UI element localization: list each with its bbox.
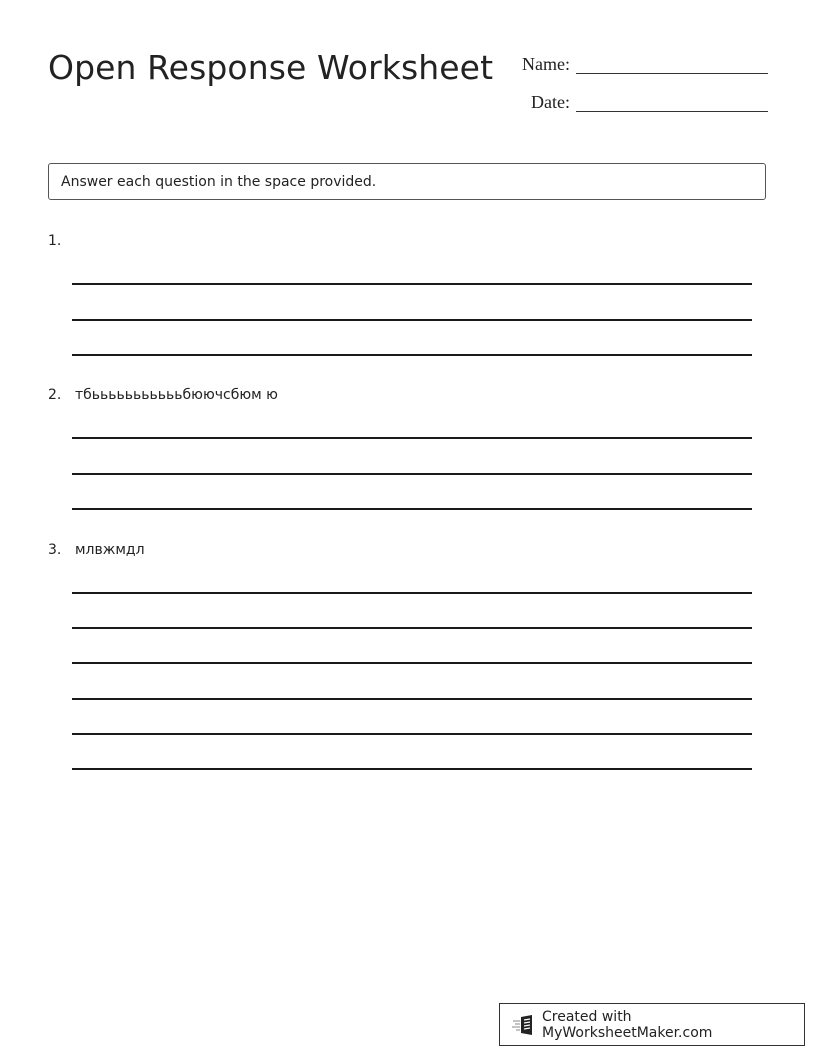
page-title: Open Response Worksheet bbox=[48, 48, 494, 87]
question-number: 3. bbox=[48, 542, 62, 558]
question-2 bbox=[48, 386, 278, 404]
question-text: млвжмдл bbox=[75, 542, 145, 558]
date-field bbox=[500, 92, 768, 112]
answer-line bbox=[72, 473, 752, 475]
date-label: Date: bbox=[531, 92, 570, 112]
worksheet-maker-logo-icon bbox=[512, 1014, 536, 1036]
answer-line bbox=[72, 592, 752, 594]
answer-line bbox=[72, 319, 752, 321]
question-text: тбьььььььььььбюючсбюм ю bbox=[75, 387, 278, 403]
name-blank-line bbox=[576, 55, 768, 74]
answer-line bbox=[72, 698, 752, 700]
answer-line bbox=[72, 508, 752, 510]
answer-line bbox=[72, 733, 752, 735]
footer-credit-text: Created with MyWorksheetMaker.com bbox=[542, 1008, 713, 1041]
name-field bbox=[500, 54, 768, 74]
answer-line bbox=[72, 283, 752, 285]
answer-line bbox=[72, 627, 752, 629]
instructions-box: Answer each question in the space provided. bbox=[48, 163, 766, 200]
footer-credit-badge[interactable] bbox=[499, 1003, 805, 1046]
question-3 bbox=[48, 541, 145, 559]
name-label: Name: bbox=[522, 54, 570, 74]
answer-line bbox=[72, 662, 752, 664]
question-number: 1. bbox=[48, 233, 62, 249]
answer-line bbox=[72, 354, 752, 356]
question-1 bbox=[48, 232, 75, 250]
date-blank-line bbox=[576, 93, 768, 112]
question-number: 2. bbox=[48, 387, 62, 403]
answer-line bbox=[72, 768, 752, 770]
answer-line bbox=[72, 437, 752, 439]
